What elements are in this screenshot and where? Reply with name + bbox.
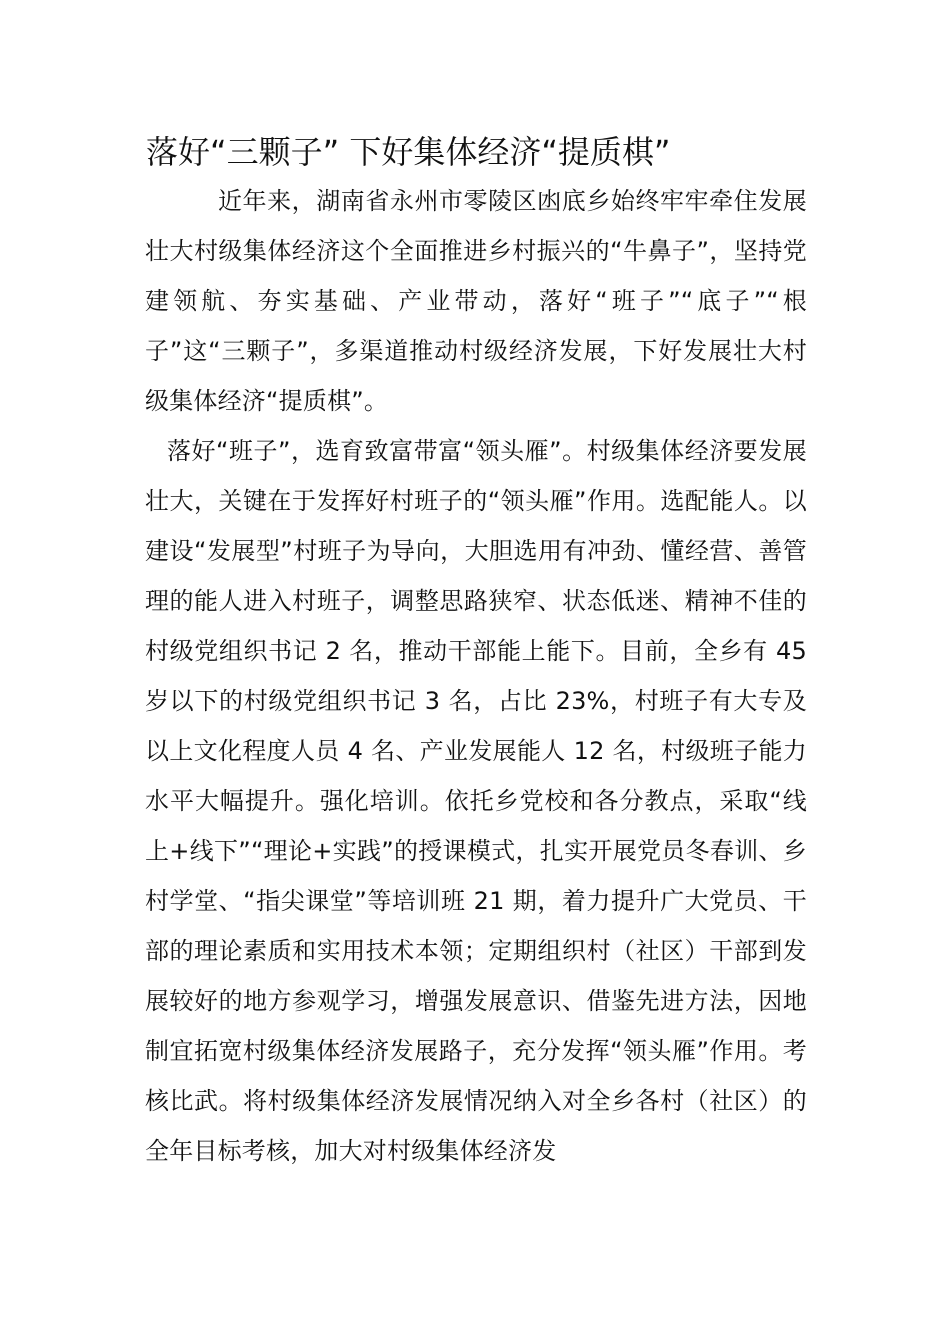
document-title: 落好“三颗子” 下好集体经济“提质棋” xyxy=(146,133,671,171)
paragraph-banzi: 落好“班子”，选育致富带富“领头雁”。村级集体经济要发展壮大，关键在于发挥好村班子的“领头雁”作用。选配能人。以建设“发展型”村班子为导向，大胆选用有冲劲、懂经营、善管理的能人进入村班子，调整思路狭窄、状态低迷、精神不佳的村级党组织书记 2 名，推动干部能上能下。目前，全乡有 45 岁以下的村级党组织书记 3 名，占比 23%，村班子有大专及以上文化程度人员 4 名、产业发展能人 12 名，村级班子能力水平大幅提升。强化培训。依托乡党校和各分教点，采取“线上+线下”“理论+实践”的授课模式，扎实开展党员冬春训、乡村学堂、“指尖课堂”等培训班 21 期，着力提升广大党员、干部的理论素质和实用技术本领；定期组织村（社区）干部到发展较好的地方参观学习，增强发展意识、借鉴先进方法，因地制宜拓宽村级集体经济发展路子，充分发挥“领头雁”作用。考核比武。将村级集体经济发展情况纳入对全乡各村（社区）的全年目标考核，加大对村级集体经济发 xyxy=(145,437,807,1165)
paragraph-intro: 近年来，湖南省永州市零陵区凼底乡始终牢牢牵住发展壮大村级集体经济这个全面推进乡村振兴的“牛鼻子”，坚持党建领航、夯实基础、产业带动，落好“班子”“底子”“根子”这“三颗子”，多渠道推动村级经济发展，下好发展壮大村级集体经济“提质棋”。 xyxy=(145,187,807,415)
document-body xyxy=(145,176,807,1176)
